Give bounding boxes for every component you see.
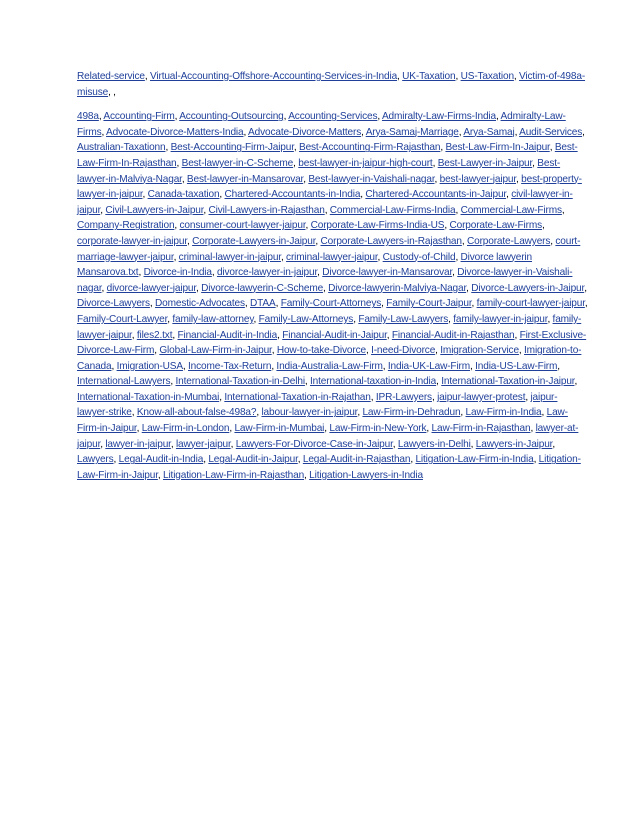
tag-link[interactable]: Law-Firm-in-Rajasthan xyxy=(431,423,531,435)
tag-link[interactable]: Corporate-Law-Firms xyxy=(449,220,542,232)
tag-link[interactable]: best-property-lawyer-in-jaipur xyxy=(77,173,582,201)
tag-link[interactable]: files2.txt xyxy=(136,329,173,341)
tag-link[interactable]: Commercial-Law-Firms-India xyxy=(329,204,456,216)
tag-link[interactable]: Law-Firm-in-Dehradun xyxy=(362,407,461,419)
related-trailer: , , xyxy=(108,86,116,98)
tag-link[interactable]: Law-Firm-in-Mumbai xyxy=(234,423,325,435)
link-separator: , xyxy=(460,407,466,419)
tag-link[interactable]: Law-Firm-in-India xyxy=(465,407,542,419)
link-separator: , xyxy=(256,407,262,419)
link-separator: , xyxy=(324,423,330,435)
link-separator: , xyxy=(172,329,178,341)
link-separator: , xyxy=(131,329,137,341)
tag-link[interactable]: Best-Law-Firm-In-Jaipur xyxy=(445,142,550,154)
link-separator: , xyxy=(101,282,107,294)
link-separator: , xyxy=(584,298,588,310)
link-separator: , xyxy=(525,391,531,403)
link-separator: , xyxy=(243,126,249,138)
tag-link[interactable]: 498a xyxy=(77,111,99,123)
link-separator: , xyxy=(317,267,323,279)
link-separator: , xyxy=(533,454,539,466)
tag-link[interactable]: consumer-court-lawyer-jaipur xyxy=(179,220,306,232)
link-separator: , xyxy=(203,454,209,466)
tag-link[interactable]: best-lawyer-in-jaipur-high-court xyxy=(298,157,433,169)
tag-link[interactable]: Law-Firm-in-Jaipur xyxy=(77,407,568,435)
link-separator: , xyxy=(513,71,520,82)
tag-link[interactable]: Civil-Lawyers-in-Rajasthan xyxy=(208,204,325,216)
tag-link[interactable]: criminal-lawyer-in-jaipur xyxy=(178,251,281,263)
link-separator: , xyxy=(174,111,180,123)
link-separator: , xyxy=(361,126,366,138)
tag-links-paragraph xyxy=(77,109,588,483)
tag-link[interactable]: Chartered-Accountants-in-India xyxy=(224,189,361,201)
link-separator: , xyxy=(541,220,545,232)
link-separator: , xyxy=(495,111,501,123)
tag-link[interactable]: lawyer-at-jaipur xyxy=(77,423,579,450)
tag-link[interactable]: Imigration-USA xyxy=(116,360,183,372)
link-separator: , xyxy=(470,438,476,450)
link-separator: , xyxy=(552,438,555,450)
tag-link[interactable]: I-need-Divorce xyxy=(371,345,436,357)
link-separator: , xyxy=(550,235,556,247)
tag-link[interactable]: Imigration-to-Canada xyxy=(77,345,582,372)
link-separator: , xyxy=(440,142,446,154)
tag-link[interactable]: Income-Tax-Return xyxy=(188,360,272,372)
tag-link[interactable]: jaipur-lawyer-protest xyxy=(437,391,526,403)
tag-link[interactable]: Lawyers-in-Delhi xyxy=(397,438,471,450)
tag-links-list xyxy=(77,111,588,481)
link-separator: , xyxy=(100,438,106,450)
link-separator: , xyxy=(323,282,329,294)
tag-link[interactable]: Family-Court-Jaipur xyxy=(386,298,472,310)
tag-link[interactable]: Divorce-lawyer-in-Mansarovar xyxy=(322,267,453,279)
link-separator: , xyxy=(518,345,525,357)
link-separator: , xyxy=(426,423,432,435)
link-separator: , xyxy=(530,423,536,435)
link-separator: , xyxy=(219,391,225,403)
link-separator: , xyxy=(138,267,144,279)
link-separator: , xyxy=(271,360,277,372)
tag-link[interactable]: Best-Lawyer-in-Jaipur xyxy=(437,157,533,169)
tag-link[interactable]: Corporate-Law-Firms-India-US xyxy=(310,220,445,232)
link-separator: , xyxy=(549,142,555,154)
link-separator: , xyxy=(370,391,376,403)
tag-link[interactable]: Admiralty-Law-Firms-India xyxy=(381,111,496,123)
link-separator: , xyxy=(304,376,311,388)
tag-link[interactable]: Custody-of-Child xyxy=(382,251,456,263)
tag-link[interactable]: Related-service xyxy=(77,71,145,82)
link-separator: , xyxy=(283,111,289,123)
link-separator: , xyxy=(461,235,467,247)
link-separator: , xyxy=(275,298,281,310)
tag-link[interactable]: civil-lawyer-in-jaipur xyxy=(77,189,573,216)
related-links-paragraph xyxy=(77,69,588,100)
tag-link[interactable]: IPR-Lawyers xyxy=(375,391,432,403)
tag-link[interactable]: Divorce-lawyer-in-Vaishali-nagar xyxy=(77,267,573,294)
link-separator: , xyxy=(353,313,359,325)
link-separator: , xyxy=(229,423,235,435)
tag-link[interactable]: International-Taxation-in-Jaipur xyxy=(441,376,575,388)
link-separator: , xyxy=(277,329,283,341)
link-separator: , xyxy=(455,204,461,216)
link-separator: , xyxy=(304,469,310,481)
link-separator: , xyxy=(157,469,163,481)
tag-link[interactable]: Company-Registration xyxy=(77,220,175,232)
link-separator: , xyxy=(165,142,171,154)
tag-link[interactable]: Domestic-Advocates xyxy=(155,298,245,310)
tag-link[interactable]: Victim-of-498a-misuse xyxy=(77,71,586,98)
link-separator: , xyxy=(174,220,180,232)
tag-link[interactable]: Law-Firm-in-New-York xyxy=(329,423,427,435)
link-separator: , xyxy=(100,204,106,216)
link-separator: , xyxy=(144,71,150,82)
link-separator: , xyxy=(514,329,520,341)
tag-link[interactable]: Family-Court-Attorneys xyxy=(280,298,382,310)
tag-link[interactable]: Family-Law-Attorneys xyxy=(258,313,354,325)
tag-link[interactable]: Lawyers xyxy=(77,454,114,466)
tag-link[interactable]: Legal-Audit-in-India xyxy=(118,454,204,466)
tag-link[interactable]: court-marriage-lawyer-jaipur xyxy=(77,235,581,263)
tag-link[interactable]: International-taxation-in-India xyxy=(310,376,437,388)
tag-link[interactable]: criminal-lawyer-jaipur xyxy=(286,251,378,263)
link-separator: , xyxy=(170,438,176,450)
link-separator: , xyxy=(315,235,321,247)
tag-link[interactable]: US-Taxation xyxy=(460,71,514,82)
tag-link[interactable]: divorce-lawyer-jaipur xyxy=(106,282,197,294)
tag-link[interactable]: Corporate-Lawyers-in-Jaipur xyxy=(192,235,316,247)
link-separator: , xyxy=(541,407,547,419)
link-separator: , xyxy=(584,282,587,294)
tag-link[interactable]: Advocate-Divorce-Matters xyxy=(248,126,362,138)
link-separator: , xyxy=(506,189,512,201)
tag-link[interactable]: Chartered-Accountants-in-Jaipur xyxy=(365,189,507,201)
link-separator: , xyxy=(377,251,383,263)
link-separator: , xyxy=(466,282,472,294)
link-separator: , xyxy=(280,251,287,263)
tag-link[interactable]: Litigation-Law-Firm-in-India xyxy=(415,454,534,466)
link-separator: , xyxy=(532,157,538,169)
tag-link[interactable]: Litigation-Law-Firm-in-Jaipur xyxy=(77,454,581,481)
tag-link[interactable]: corporate-lawyer-in-jaipur xyxy=(77,235,187,247)
tag-link[interactable]: International-Taxation-in-Rajathan xyxy=(224,391,371,403)
link-separator: , xyxy=(113,454,119,466)
link-separator: , xyxy=(297,454,303,466)
tag-link[interactable]: Accounting-Services xyxy=(288,111,378,123)
link-separator: , xyxy=(305,220,311,232)
tag-link[interactable]: Arya-Samaj xyxy=(463,126,515,138)
tag-link[interactable]: Best-Law-Firm-In-Rajasthan xyxy=(77,142,578,169)
tag-link[interactable]: Family-Court-Lawyer xyxy=(77,313,168,325)
tag-link[interactable]: Best-lawyer-in-Malviya-Nagar xyxy=(77,157,561,185)
tag-link[interactable]: Best-lawyer-in-Mansarovar xyxy=(186,173,304,185)
tag-link[interactable]: Arya-Samaj-Marriage xyxy=(365,126,459,138)
tag-link[interactable]: Lawyers-in-Jaipur xyxy=(475,438,553,450)
link-separator: , xyxy=(167,313,173,325)
tag-link[interactable]: Divorce-lawyerin-Malviya-Nagar xyxy=(328,282,467,294)
tag-link[interactable]: Divorce-Lawyers xyxy=(77,298,150,310)
tag-link[interactable]: Financial-Audit-in-Jaipur xyxy=(282,329,387,341)
link-separator: , xyxy=(136,423,142,435)
tag-link[interactable]: Financial-Audit-in-Rajasthan xyxy=(391,329,515,341)
tag-link[interactable]: Canada-taxation xyxy=(147,189,220,201)
link-separator: , xyxy=(377,111,382,123)
link-separator: , xyxy=(514,126,520,138)
link-separator: , xyxy=(101,126,107,138)
link-separator: , xyxy=(470,360,476,372)
tag-link[interactable]: Imigration-Service xyxy=(440,345,519,357)
tag-link[interactable]: Best-lawyer-in-C-Scheme xyxy=(181,157,294,169)
link-separator: , xyxy=(458,126,464,138)
tag-link[interactable]: Admiralty-Law-Firms xyxy=(77,111,566,138)
tag-link[interactable]: Commercial-Law-Firms xyxy=(460,204,562,216)
tag-link[interactable]: family-lawyer-jaipur xyxy=(77,313,582,341)
tag-link[interactable]: Divorce lawyerin Mansarova.txt xyxy=(77,251,532,279)
tag-link[interactable]: Accounting-Outsourcing xyxy=(179,111,284,123)
link-separator: , xyxy=(219,189,225,201)
tag-link[interactable]: jaipur-lawyer-strike xyxy=(77,391,558,419)
tag-link[interactable]: family-lawyer-in-jaipur xyxy=(453,313,548,325)
link-separator: , xyxy=(181,173,187,185)
link-separator: , xyxy=(293,142,299,154)
tag-link[interactable]: divorce-lawyer-in-jaipur xyxy=(216,267,318,279)
link-separator: , xyxy=(582,126,585,138)
tag-link[interactable]: Global-Law-Firm-in-Jaipur xyxy=(159,345,272,357)
tag-link[interactable]: First-Exclusive-Divorce-Law-Firm xyxy=(77,329,587,357)
link-separator: , xyxy=(253,313,259,325)
link-separator: , xyxy=(455,71,461,82)
tag-link[interactable]: Know-all-about-false-498a? xyxy=(136,407,257,419)
tag-link[interactable]: Litigation-Law-Firm-in-Rajasthan xyxy=(162,469,305,481)
tag-link[interactable]: best-lawyer-jaipur xyxy=(439,173,517,185)
tag-link[interactable]: Divorce-Lawyers-in-Jaipur xyxy=(471,282,585,294)
link-separator: , xyxy=(360,189,366,201)
link-separator: , xyxy=(410,454,416,466)
link-separator: , xyxy=(455,251,461,263)
link-separator: , xyxy=(142,189,148,201)
tag-link[interactable]: Civil-Lawyers-in-Jaipur xyxy=(105,204,204,216)
tag-link[interactable]: How-to-take-Divorce xyxy=(276,345,366,357)
link-separator: , xyxy=(203,204,209,216)
link-separator: , xyxy=(154,345,160,357)
link-separator: , xyxy=(397,71,403,82)
tag-link[interactable]: Financial-Audit-in-India xyxy=(177,329,278,341)
link-separator: , xyxy=(435,345,441,357)
link-separator: , xyxy=(173,251,179,263)
link-separator: , xyxy=(444,220,450,232)
tag-link[interactable]: family-law-attorney xyxy=(172,313,254,325)
link-separator: , xyxy=(186,235,193,247)
tag-link[interactable]: Corporate-Lawyers-in-Rajasthan xyxy=(320,235,462,247)
tag-link[interactable]: lawyer-jaipur xyxy=(175,438,231,450)
link-separator: , xyxy=(176,157,182,169)
tag-link[interactable]: family-court-lawyer-jaipur xyxy=(476,298,585,310)
tag-link[interactable]: Audit-Services xyxy=(519,126,583,138)
tag-link[interactable]: Divorce-lawyerin-C-Scheme xyxy=(201,282,324,294)
link-separator: , xyxy=(386,329,392,341)
link-separator: , xyxy=(98,111,104,123)
link-separator: , xyxy=(392,438,398,450)
link-separator: , xyxy=(170,376,176,388)
tag-link[interactable]: India-Australia-Law-Firm xyxy=(276,360,383,372)
tag-link[interactable]: Best-lawyer-in-Vaishali-nagar xyxy=(308,173,435,185)
link-separator: , xyxy=(357,407,363,419)
link-separator: , xyxy=(244,298,250,310)
tag-link[interactable]: Lawyers-For-Divorce-Case-in-Jaipur xyxy=(235,438,393,450)
tag-link[interactable]: Best-Accounting-Firm-Jaipur xyxy=(170,142,294,154)
link-separator: , xyxy=(303,173,309,185)
tag-link[interactable]: International-Taxation-in-Mumbai xyxy=(77,391,220,403)
link-separator: , xyxy=(452,267,458,279)
tag-link[interactable]: Corporate-Lawyers xyxy=(466,235,551,247)
link-separator: , xyxy=(516,173,522,185)
tag-link[interactable]: Legal-Audit-in-Rajasthan xyxy=(302,454,411,466)
link-separator: , xyxy=(196,282,202,294)
link-separator: , xyxy=(434,173,440,185)
tag-link[interactable]: lawyer-in-jaipur xyxy=(105,438,171,450)
link-separator: , xyxy=(436,376,442,388)
link-separator: , xyxy=(431,391,438,403)
tag-link[interactable]: Accounting-Firm xyxy=(103,111,175,123)
link-separator: , xyxy=(365,345,372,357)
tag-link[interactable]: Best-Accounting-Firm-Rajasthan xyxy=(298,142,441,154)
link-separator: , xyxy=(557,360,560,372)
tag-link[interactable]: labour-lawyer-in-jaipur xyxy=(261,407,358,419)
tag-link[interactable]: Litigation-Lawyers-in-India xyxy=(309,469,423,481)
link-separator: , xyxy=(382,360,388,372)
tag-link[interactable]: Advocate-Divorce-Matters-India xyxy=(106,126,244,138)
tag-link[interactable]: Australian-Taxationn xyxy=(77,142,166,154)
link-separator: , xyxy=(182,360,189,372)
link-separator: , xyxy=(471,298,477,310)
tag-link[interactable]: Legal-Audit-in-Jaipur xyxy=(208,454,298,466)
link-separator: , xyxy=(211,267,217,279)
link-separator: , xyxy=(111,360,117,372)
tag-link[interactable]: International-Taxation-in-Delhi xyxy=(175,376,305,388)
tag-link[interactable]: Law-Firm-in-London xyxy=(141,423,230,435)
link-separator: , xyxy=(293,157,299,169)
tag-link[interactable]: DTAA xyxy=(250,298,276,310)
tag-link[interactable]: India-US-Law-Firm xyxy=(475,360,558,372)
link-separator: , xyxy=(271,345,277,357)
link-separator: , xyxy=(448,313,454,325)
link-separator: , xyxy=(561,204,565,216)
link-separator: , xyxy=(574,376,578,388)
tag-link[interactable]: International-Lawyers xyxy=(77,376,171,388)
tag-link[interactable]: UK-Taxation xyxy=(402,71,456,82)
link-separator: , xyxy=(230,438,236,450)
tag-link[interactable]: Divorce-in-India xyxy=(143,267,212,279)
tag-link[interactable]: Virtual-Accounting-Offshore-Accounting-Services-in-India xyxy=(149,71,398,82)
related-links-list xyxy=(77,71,585,98)
link-separator: , xyxy=(131,407,137,419)
link-separator: , xyxy=(547,313,553,325)
link-separator: , xyxy=(381,298,387,310)
tag-link[interactable]: Family-Law-Lawyers xyxy=(358,313,449,325)
link-separator: , xyxy=(324,204,330,216)
link-separator: , xyxy=(149,298,156,310)
tag-link[interactable]: India-UK-Law-Firm xyxy=(387,360,471,372)
link-separator: , xyxy=(432,157,438,169)
